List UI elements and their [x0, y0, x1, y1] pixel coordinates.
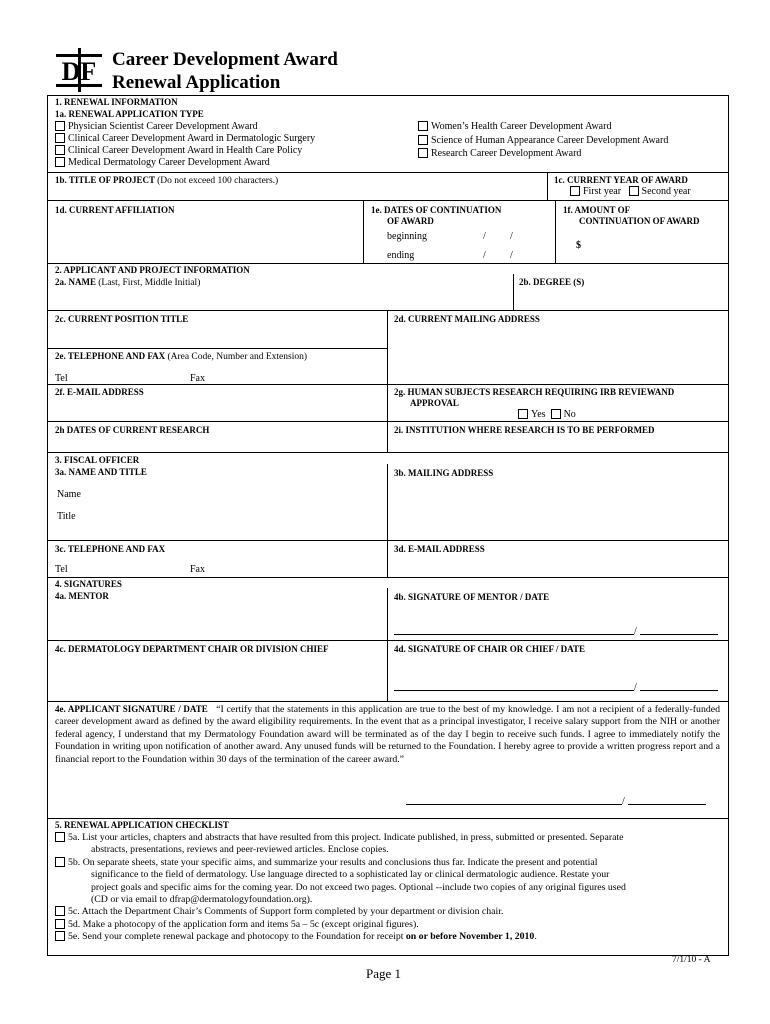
applicant-certification	[55, 703, 720, 766]
renewal-type-option[interactable]	[55, 145, 315, 157]
checklist	[55, 832, 725, 944]
divider	[47, 577, 728, 578]
label-note: (Do not exceed 100 characters.)	[157, 176, 279, 186]
second-year-checkbox[interactable]	[629, 186, 639, 196]
renewal-type-list-left	[55, 121, 315, 169]
form-title-line1: Career Development Award	[112, 49, 338, 70]
certification-text: “I certify that the statements in this application are true to the best of my knowledge. I am not a recipient of a federally-funded career development award as defined by the award eligibility requirements. In the event that as a principal investigator, I receive salary support from the NIH or another federal agency, I understand that my Dermatology Foundation award will be terminated as of the day I begin to receive such funds. I agree to immediately notify the Foundation in writing upon notification of another award. Any unused funds will be returned to the Foundation. I hereby agree to provide a written progress report and a financial report to the Foundation within 30 days of the termination of the career award.”	[55, 704, 720, 765]
checkbox[interactable]	[418, 135, 428, 145]
divider	[363, 200, 364, 263]
amount-label-1: 1f. AMOUNT OF	[563, 205, 631, 215]
option-label: Medical Dermatology Career Development Award	[68, 157, 270, 168]
df-logo-graphic	[54, 48, 104, 92]
version-label: 7/1/10 - A	[672, 955, 711, 965]
checklist-item-5c[interactable]	[55, 906, 725, 918]
continuation-dates-label-2: OF AWARD	[387, 216, 434, 226]
date-slash: /	[483, 231, 486, 242]
option-label: Clinical Career Development Award in Dermatologic Surgery	[68, 133, 316, 144]
svg-text:DF: DF	[61, 57, 97, 86]
item-text: 5c. Attach the Department Chair’s Comments of Support form completed by your department or division chair.	[68, 906, 504, 918]
item-text: 5b. On separate sheets, state your specific aims, and summarize your results and conclusions thus far. Indicate the present and potential	[68, 856, 598, 868]
renewal-type-label: 1a. RENEWAL APPLICATION TYPE	[55, 109, 204, 119]
label-text: 2e. TELEPHONE AND FAX	[55, 351, 166, 361]
label-note: (Last, First, Middle Initial)	[98, 278, 201, 288]
amount-label-2: CONTINUATION OF AWARD	[579, 216, 700, 226]
divider	[47, 200, 728, 201]
fiscal-tel-label: Tel	[55, 564, 68, 575]
renewal-type-option[interactable]	[418, 148, 668, 160]
fiscal-mailing-label: 3b. MAILING ADDRESS	[394, 468, 494, 478]
checkbox[interactable]	[418, 121, 428, 131]
checkbox[interactable]	[55, 133, 65, 143]
mentor-date-line[interactable]	[640, 634, 718, 635]
fiscal-phone-label: 3c. TELEPHONE AND FAX	[55, 544, 166, 554]
applicant-date-line[interactable]	[628, 804, 706, 805]
renewal-type-option[interactable]	[418, 121, 668, 133]
no-label: No	[563, 409, 576, 420]
beginning-label: beginning	[387, 231, 427, 242]
option-label: Research Career Development Award	[431, 148, 582, 159]
current-year-options	[570, 186, 691, 198]
checkbox[interactable]	[55, 931, 65, 941]
fiscal-email-label: 3d. E-MAIL ADDRESS	[394, 544, 485, 554]
item-text-cont: significance to the field of dermatology. Use language directed to a sophisticated lay or clinical dermatologic audience. Restate your	[91, 869, 610, 881]
applicant-signature-line[interactable]	[406, 804, 622, 805]
sig-date-slash: /	[634, 682, 637, 693]
chair-date-line[interactable]	[640, 690, 718, 691]
phone-fax-label	[55, 351, 307, 363]
renewal-type-option[interactable]	[55, 133, 315, 145]
institution-label: 2i. INSTITUTION WHERE RESEARCH IS TO BE PERFORMED	[394, 425, 655, 435]
research-dates-label: 2h DATES OF CURRENT RESEARCH	[55, 425, 210, 435]
divider	[387, 588, 388, 701]
checklist-item-5e[interactable]	[55, 931, 725, 943]
divider	[387, 384, 388, 452]
chair-label: 4c. DERMATOLOGY DEPARTMENT CHAIR OR DIVISION CHIEF	[55, 644, 329, 654]
project-title-field[interactable]	[55, 188, 545, 200]
checkbox[interactable]	[418, 148, 428, 158]
first-year-checkbox[interactable]	[570, 186, 580, 196]
divider	[513, 274, 514, 310]
checkbox[interactable]	[55, 121, 65, 131]
renewal-type-option[interactable]	[55, 121, 315, 133]
section4-heading: 4. SIGNATURES	[55, 579, 122, 589]
ending-label: ending	[387, 250, 415, 261]
date-slash: /	[510, 250, 513, 261]
name-label	[55, 277, 200, 289]
item-text: 5a. List your articles, chapters and abstracts that have resulted from this project. Indicate published, in press, submitted or presented. Separate	[68, 832, 624, 843]
item-text-end: .	[534, 931, 537, 943]
section2-heading: 2. APPLICANT AND PROJECT INFORMATION	[55, 265, 250, 275]
checkbox[interactable]	[55, 145, 65, 155]
label-text: 1b. TITLE OF PROJECT	[55, 175, 155, 185]
option-label: Clinical Career Development Award in Health Care Policy	[68, 145, 303, 156]
mentor-signature-line[interactable]	[394, 634, 634, 635]
mailing-address-label: 2d. CURRENT MAILING ADDRESS	[394, 314, 540, 324]
checklist-item-5d[interactable]	[55, 919, 725, 931]
section3-heading: 3. FISCAL OFFICER	[55, 455, 140, 465]
item-text: 5d. Make a photocopy of the application form and items 5a – 5c (except original figures).	[68, 918, 419, 930]
section1-heading: 1. RENEWAL INFORMATION	[55, 97, 178, 107]
divider	[47, 348, 388, 349]
position-title-label: 2c. CURRENT POSITION TITLE	[55, 314, 189, 324]
mentor-label: 4a. MENTOR	[55, 591, 109, 601]
renewal-type-option[interactable]	[418, 135, 668, 147]
checkbox[interactable]	[55, 919, 65, 929]
checklist-item-5a[interactable]	[55, 832, 725, 844]
chair-signature-line[interactable]	[394, 690, 634, 691]
affiliation-label: 1d. CURRENT AFFILIATION	[55, 205, 175, 215]
fiscal-title-label: Title	[57, 511, 76, 522]
checkbox[interactable]	[55, 906, 65, 916]
applicant-signature-label: 4e. APPLICANT SIGNATURE / DATE	[55, 704, 208, 714]
divider	[387, 464, 388, 578]
option-label: Science of Human Appearance Career Development Award	[431, 134, 669, 146]
irb-options	[518, 409, 576, 421]
irb-no-checkbox[interactable]	[551, 409, 561, 419]
divider	[47, 172, 728, 173]
irb-label-1: 2g. HUMAN SUBJECTS RESEARCH REQUIRING IRB REVIEWAND	[394, 387, 675, 397]
sig-date-slash: /	[622, 796, 625, 807]
renewal-type-option[interactable]	[55, 157, 315, 169]
divider	[47, 818, 728, 819]
divider	[47, 452, 728, 453]
item-text: 5e. Send your complete renewal package and photocopy to the Foundation for receipt	[68, 931, 406, 943]
option-label: Physician Scientist Career Development Award	[68, 121, 258, 132]
divider	[47, 421, 728, 422]
checkbox[interactable]	[55, 857, 65, 867]
fax-label: Fax	[190, 373, 205, 384]
item-text-cont: (CD or via email to dfrap@dermatologyfoundation.org).	[91, 894, 313, 906]
fiscal-name-label: Name	[57, 489, 81, 500]
checklist-item-5b[interactable]	[55, 857, 725, 869]
degree-label: 2b. DEGREE (S)	[519, 277, 585, 287]
item-text-cont: project goals and specific aims for the coming year. Do not exceed two pages. Optional --include two copies of any original figures used	[91, 881, 626, 893]
current-year-label: 1c. CURRENT YEAR OF AWARD	[554, 175, 688, 185]
project-title-label	[55, 175, 278, 187]
deadline-text: on or before November 1, 2010	[405, 931, 535, 943]
mentor-signature-label: 4b. SIGNATURE OF MENTOR / DATE	[394, 592, 550, 602]
divider	[47, 701, 728, 702]
divider	[47, 263, 728, 264]
label-note: (Area Code, Number and Extension)	[167, 352, 307, 362]
form-title-line2: Renewal Application	[112, 72, 281, 93]
item-text-cont: abstracts, presentations, reviews and peer-reviewed articles. Enclose copies.	[91, 844, 389, 856]
renewal-type-list-right	[418, 121, 668, 160]
divider	[547, 172, 548, 200]
first-year-label: First year	[583, 186, 622, 197]
continuation-dates-label-1: 1e. DATES OF CONTINUATION	[371, 205, 502, 215]
dollar-sign: $	[576, 240, 581, 251]
irb-yes-checkbox[interactable]	[518, 409, 528, 419]
page-number: Page 1	[366, 966, 402, 981]
option-label: Women’s Health Career Development Award	[431, 121, 612, 132]
email-label: 2f. E-MAIL ADDRESS	[55, 387, 144, 397]
divider	[47, 640, 728, 641]
tel-label: Tel	[55, 373, 68, 384]
sig-date-slash: /	[634, 626, 637, 637]
fiscal-name-title-label: 3a. NAME AND TITLE	[55, 467, 147, 477]
checkbox[interactable]	[55, 157, 65, 167]
second-year-label: Second year	[641, 186, 691, 197]
date-slash: /	[510, 231, 513, 242]
label-text: 2a. NAME	[55, 277, 96, 287]
divider	[555, 200, 556, 263]
divider	[387, 310, 388, 384]
section5-heading: 5. RENEWAL APPLICATION CHECKLIST	[55, 820, 229, 830]
date-slash: /	[483, 250, 486, 261]
checkbox[interactable]	[55, 832, 65, 842]
df-logo	[54, 48, 104, 92]
chair-signature-label: 4d. SIGNATURE OF CHAIR OR CHIEF / DATE	[394, 644, 586, 654]
yes-label: Yes	[531, 409, 546, 420]
irb-label-2: APPROVAL	[410, 398, 459, 408]
divider	[47, 540, 728, 541]
fiscal-fax-label: Fax	[190, 564, 205, 575]
